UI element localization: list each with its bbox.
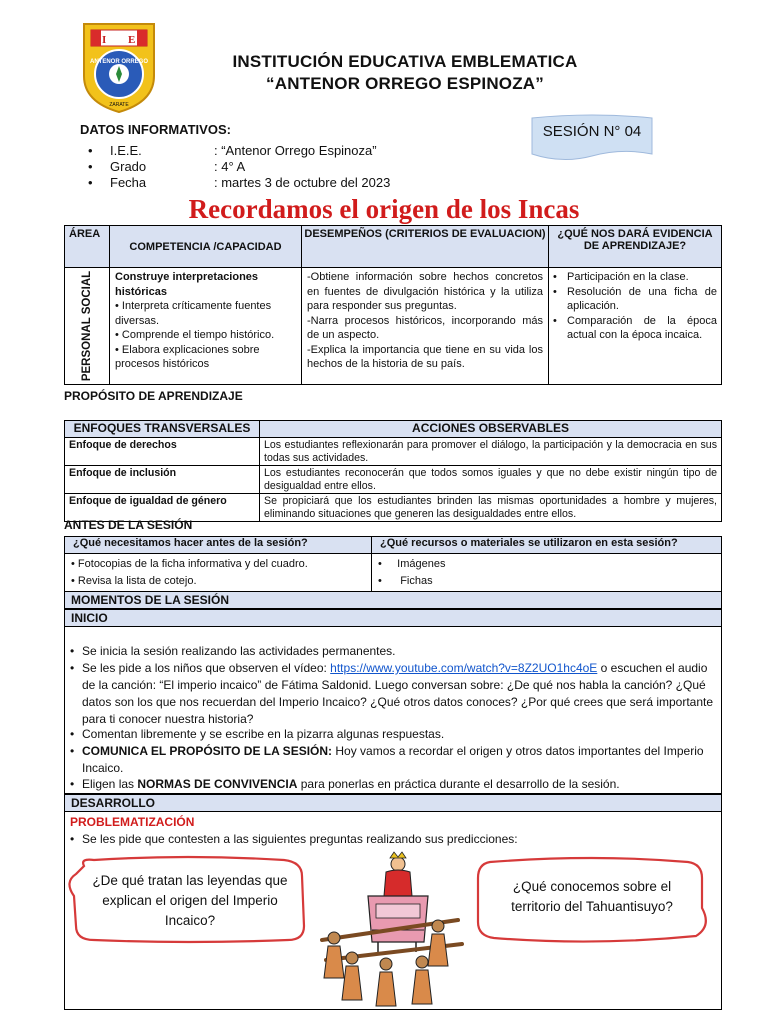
info-value: : “Antenor Orrego Espinoza”: [214, 143, 377, 158]
inicio-bar: INICIO: [64, 609, 722, 627]
list-item: • Revisa la lista de cotejo.: [71, 575, 197, 587]
col-header-evidencia: ¿QUÉ NOS DARÁ EVIDENCIA DE APRENDIZAJE?: [549, 226, 722, 268]
desempeno-item: -Explica la importancia que tiene en su vida los hechos de la historia de su país.: [307, 343, 543, 370]
info-key: Grado: [110, 159, 147, 174]
capacidad-item: • Elabora explicaciones sobre procesos históricos: [115, 343, 260, 370]
competencias-table: [64, 225, 722, 385]
desarrollo-bar: DESARROLLO: [64, 794, 722, 812]
problematizacion-label: PROBLEMATIZACIÓN: [70, 815, 195, 829]
col-header-acciones: ACCIONES OBSERVABLES: [260, 421, 722, 438]
enfoque-accion: Los estudiantes reflexionarán para promover el diálogo, la participación y la democracia en sus todas sus actividades.: [260, 438, 722, 466]
desempeno-item: -Narra procesos históricos, incorporando más de un aspecto.: [307, 314, 543, 341]
institution-title-line2: “ANTENOR ORREGO ESPINOZA”: [266, 74, 544, 93]
info-key: I.E.E.: [110, 143, 142, 158]
enfoques-table: [64, 420, 722, 522]
list-item: • Fotocopias de la ficha informativa y del cuadro.: [71, 558, 308, 570]
bullet-icon: •: [70, 644, 75, 658]
area-cell: [65, 268, 110, 385]
evidencia-cell: [549, 268, 722, 385]
bubble-right-text: ¿Qué conocemos sobre el territorio del Tahuantisuyo?: [511, 879, 673, 914]
inicio-paragraph-1: • Se inicia la sesión realizando las actividades permanentes.: [70, 644, 396, 658]
momentos-bar: MOMENTOS DE LA SESIÓN: [64, 591, 722, 609]
page-title: Recordamos el origen de los Incas: [188, 194, 580, 224]
col-header-desempenos: DESEMPEÑOS (CRITERIOS DE EVALUACION): [302, 226, 549, 268]
col-header-necesitamos: ¿Qué necesitamos hacer antes de la sesión?: [65, 537, 372, 554]
table-header-row: [65, 226, 722, 268]
info-value: : martes 3 de octubre del 2023: [214, 175, 391, 190]
table-header-row: [65, 537, 722, 554]
bullet-icon: •: [70, 727, 75, 741]
inicio-paragraph-5: • Eligen las NORMAS DE CONVIVENCIA para ponerlas en práctica durante el desarrollo de la sesión.: [70, 777, 620, 791]
col-header-competencia: COMPETENCIA /CAPACIDAD: [110, 226, 302, 268]
capacidad-item: • Interpreta críticamente fuentes diversas.: [115, 300, 272, 327]
info-key: Fecha: [110, 175, 147, 190]
recursos-cell: [372, 554, 722, 593]
logo-letter-e: E: [128, 34, 136, 46]
enfoque-accion: Se propiciará que los estudiantes brinden las mismas oportunidades a hombre y mujeres, eliminando situaciones que generen las desigualdades entre ellos.: [260, 494, 722, 522]
area-label: PERSONAL SOCIAL: [80, 270, 93, 382]
session-number: SESIÓN N° 04: [542, 123, 642, 140]
bullet-icon: •: [88, 159, 93, 174]
logo-letter-i: I: [102, 34, 107, 46]
competencia-cell: [110, 268, 302, 385]
necesitamos-cell: [65, 554, 372, 593]
proposito-label: PROPÓSITO DE APRENDIZAJE: [64, 389, 243, 403]
antes-sesion-label: ANTES DE LA SESIÓN: [64, 518, 193, 532]
logo-text: ANTENOR ORREGO: [89, 59, 149, 65]
inicio-paragraph-4: • COMUNICA EL PROPÓSITO DE LA SESIÓN: Hoy vamos a recordar el origen y otros datos importantes del Imperio Incaico.: [70, 744, 704, 775]
list-item: • Fichas: [378, 575, 433, 587]
evidencia-item: • Comparación de la época actual con la época incaica.: [553, 314, 717, 341]
list-item: • Imágenes: [378, 558, 446, 570]
datos-informativos-label: DATOS INFORMATIVOS:: [80, 122, 231, 137]
col-header-area: ÁREA: [65, 226, 110, 268]
institution-title-line1: INSTITUCIÓN EDUCATIVA EMBLEMATICA: [232, 52, 578, 71]
desempenos-cell: [302, 268, 549, 385]
competencia-title: Construye interpretaciones históricas: [115, 271, 259, 298]
evidencia-item: • Resolución de una ficha de aplicación.: [553, 285, 717, 312]
info-value: : 4° A: [214, 159, 246, 174]
enfoque-name: Enfoque de inclusión: [65, 466, 260, 494]
evidencia-item: • Participación en la clase.: [553, 271, 689, 283]
logo-place: ZARATE: [109, 102, 129, 108]
bullet-icon: •: [88, 143, 93, 158]
bullet-icon: •: [70, 832, 75, 846]
capacidad-item: • Comprende el tiempo histórico.: [115, 329, 275, 341]
table-row: [65, 466, 722, 494]
bullet-icon: •: [88, 175, 93, 190]
bullet-icon: •: [70, 744, 75, 758]
enfoque-accion: Los estudiantes reconocerán que todos somos iguales y que no debe existir ningún tipo de desigualdad entre ellos.: [260, 466, 722, 494]
video-link[interactable]: https://www.youtube.com/watch?v=8Z2UO1hc4oE: [330, 661, 598, 675]
desempeno-item: -Obtiene información sobre hechos concretos en fuentes de divulgación histórica y la utiliza para responder sus preguntas.: [307, 271, 543, 312]
table-row: [65, 438, 722, 466]
bullet-icon: •: [70, 777, 75, 791]
col-header-recursos: ¿Qué recursos o materiales se utilizaron en esta sesión?: [372, 537, 722, 554]
col-header-enfoques: ENFOQUES TRANSVERSALES: [65, 421, 260, 438]
bullet-icon: •: [70, 661, 75, 675]
desarrollo-paragraph-1: • Se les pide que contesten a las siguientes preguntas realizando sus predicciones:: [70, 832, 518, 846]
enfoque-name: Enfoque de igualdad de género: [65, 494, 260, 522]
table-header-row: [65, 421, 722, 438]
inca-king-illustration: [312, 850, 468, 1010]
inicio-paragraph-2: • Se les pide a los niños que observen el vídeo: https://www.youtube.com/watch?v=8Z2UO1hc4oE o escuchen el audio de la canción: “El imperio incaico” de Fátima Saldonid. Luego conversan sobre: ¿De qué nos habla la canción? ¿Qué datos son los que nos recuerdan del Imperio Incaico? ¿Qué otros datos conoces? ¿Por qué crees que será importante para ti conocer nuestra historia?: [70, 661, 714, 726]
table-row: [65, 554, 722, 593]
table-row: [65, 268, 722, 385]
bubble-left-text: ¿De qué tratan las leyendas que explican el origen del Imperio Incaico?: [92, 873, 288, 928]
enfoque-name: Enfoque de derechos: [65, 438, 260, 466]
inicio-paragraph-3: • Comentan libremente y se escribe en la pizarra algunas respuestas.: [70, 727, 445, 741]
school-logo: [78, 18, 160, 114]
antes-sesion-table: [64, 536, 722, 593]
